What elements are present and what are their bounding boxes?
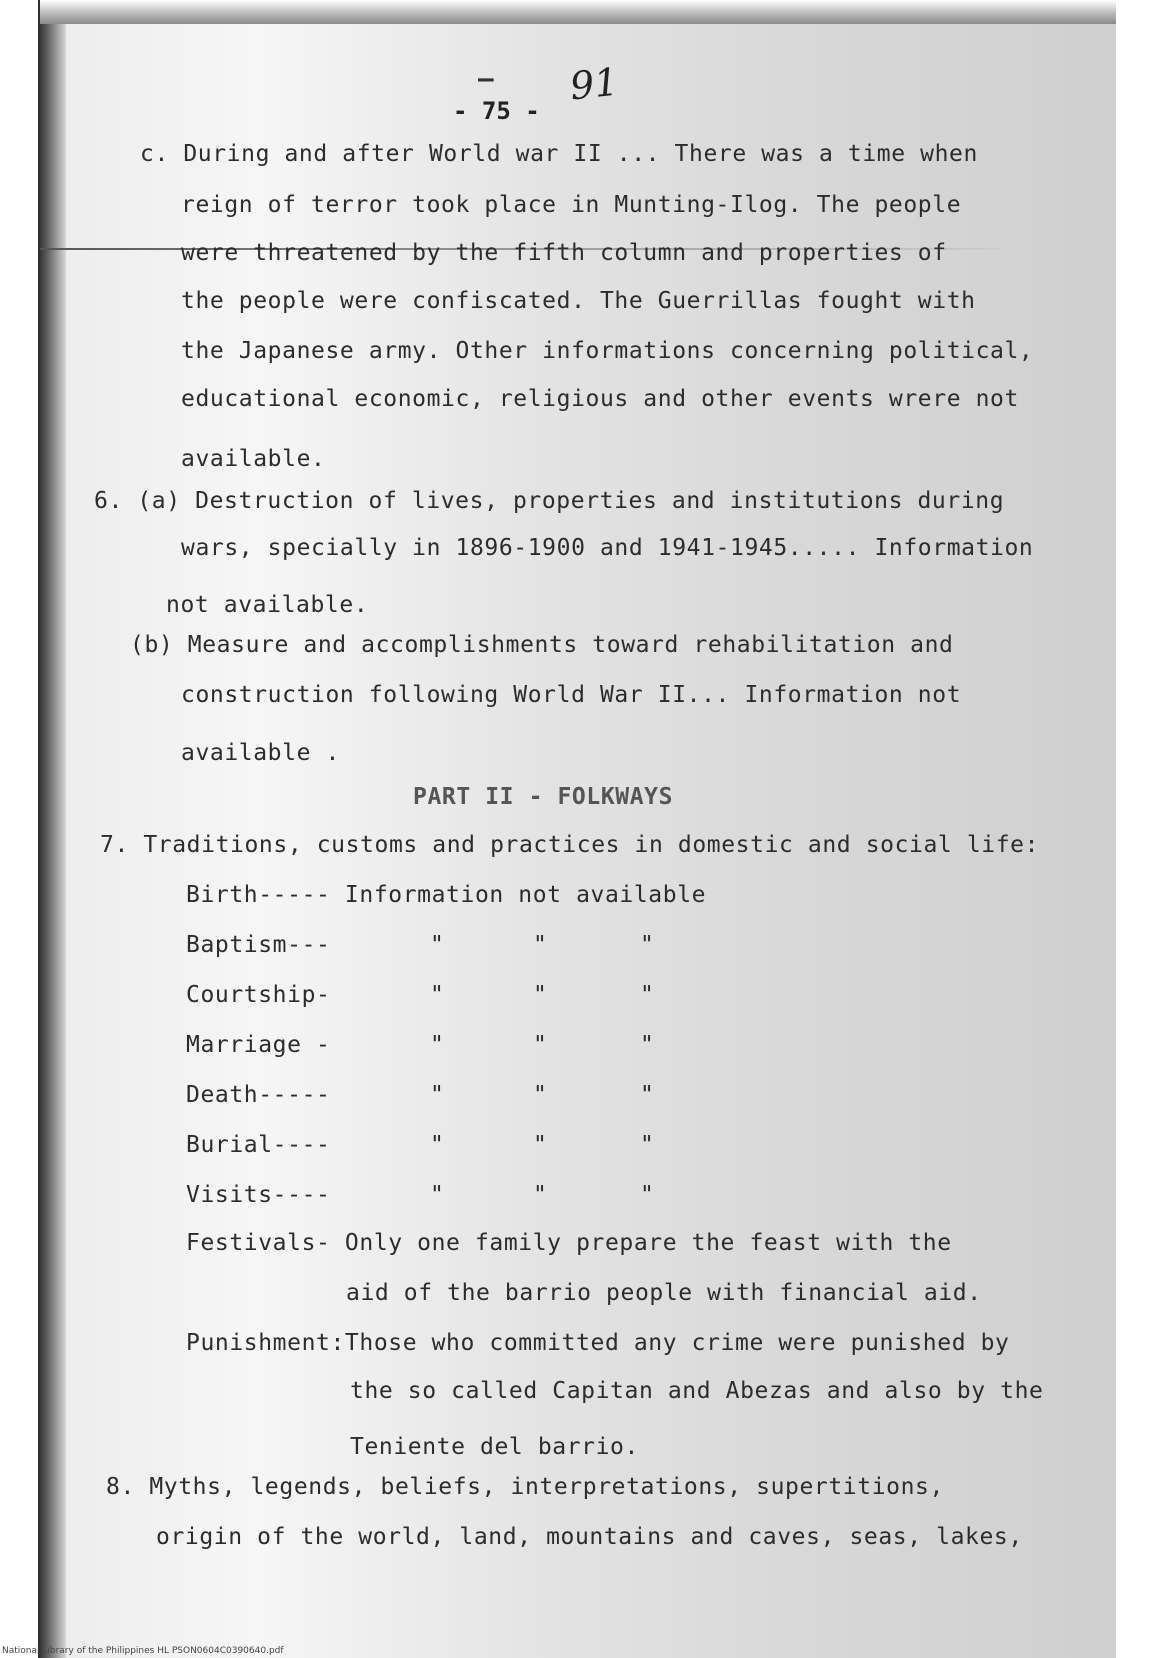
ditto-mark: "	[430, 1082, 445, 1108]
ditto-mark: "	[533, 932, 548, 958]
text-line: the Japanese army. Other informations concerning political,	[181, 338, 1034, 364]
ditto-mark: "	[430, 1132, 445, 1158]
ditto-mark: "	[430, 1032, 445, 1058]
custom-label: Death-----	[186, 1082, 331, 1108]
text-line: the so called Capitan and Abezas and also by the	[350, 1378, 1044, 1404]
text-line: not available.	[166, 592, 369, 618]
ditto-mark: "	[533, 1082, 548, 1108]
text-line: educational economic, religious and other events wrere not	[181, 386, 1019, 412]
section-heading: PART II - FOLKWAYS	[413, 784, 674, 810]
text-line: Birth----- Information not available	[186, 882, 707, 908]
text-line: reign of terror took place in Munting-Ilog. The people	[181, 192, 962, 218]
ditto-mark: "	[430, 1182, 445, 1208]
text-line: 8. Myths, legends, beliefs, interpretations, supertitions,	[106, 1474, 944, 1500]
ditto-mark: "	[640, 1132, 655, 1158]
text-line: Teniente del barrio.	[350, 1434, 639, 1460]
ditto-mark: "	[533, 982, 548, 1008]
text-line: Punishment:Those who committed any crime were punished by	[186, 1330, 1010, 1356]
ditto-mark: "	[640, 1082, 655, 1108]
ditto-mark: "	[533, 1182, 548, 1208]
ditto-mark: "	[640, 932, 655, 958]
text-line: available.	[181, 446, 326, 472]
scan-shadow-top	[40, 0, 1116, 24]
custom-label: Baptism---	[186, 932, 331, 958]
text-line: c. During and after World war II ... There was a time when	[140, 141, 978, 167]
text-line: Festivals- Only one family prepare the feast with the	[186, 1230, 952, 1256]
custom-label: Courtship-	[186, 982, 331, 1008]
typed-page-number: - 75 -	[453, 97, 540, 125]
custom-label: Burial----	[186, 1132, 331, 1158]
ditto-mark: "	[533, 1132, 548, 1158]
custom-label: Visits----	[186, 1182, 331, 1208]
text-line: origin of the world, land, mountains and caves, seas, lakes,	[156, 1524, 1023, 1550]
ditto-mark: "	[640, 1032, 655, 1058]
handwritten-page-number: 91	[567, 59, 621, 109]
text-line: the people were confiscated. The Guerrillas fought with	[181, 288, 976, 314]
ditto-mark: "	[640, 1182, 655, 1208]
text-line: wars, specially in 1896-1900 and 1941-1945..... Information	[181, 535, 1034, 561]
custom-label: Marriage -	[186, 1032, 331, 1058]
ditto-mark: "	[430, 982, 445, 1008]
text-line: construction following World War II... Information not	[181, 682, 962, 708]
ditto-mark: "	[640, 982, 655, 1008]
text-line: 6. (a) Destruction of lives, properties and institutions during	[94, 488, 1005, 514]
footer-source: National Library of the Philippines HL PSON0604C0390640.pdf	[2, 1646, 284, 1656]
text-line: (b) Measure and accomplishments toward rehabilitation and	[130, 632, 954, 658]
text-line: available .	[181, 740, 340, 766]
struck-page-number: —	[478, 64, 494, 94]
left-margin	[0, 0, 40, 1658]
ditto-mark: "	[430, 932, 445, 958]
text-line: were threatened by the fifth column and properties of	[181, 240, 947, 266]
ditto-mark: "	[533, 1032, 548, 1058]
text-line: 7. Traditions, customs and practices in domestic and social life:	[100, 832, 1040, 858]
right-margin	[1116, 0, 1165, 1658]
text-line: aid of the barrio people with financial aid.	[346, 1280, 982, 1306]
